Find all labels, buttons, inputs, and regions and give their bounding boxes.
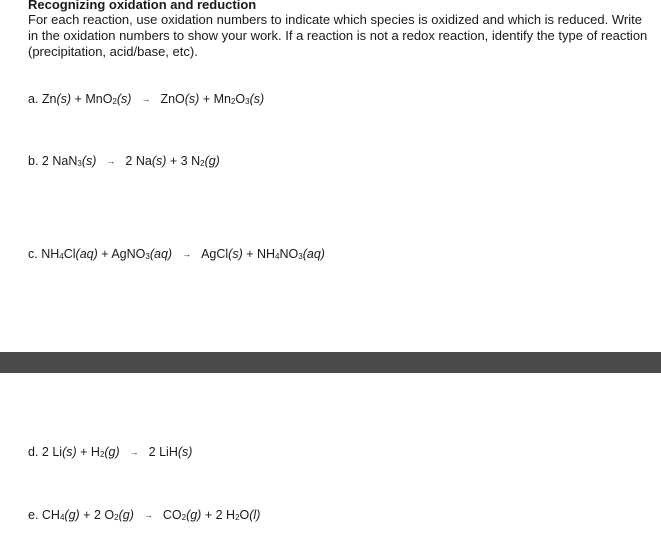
reaction-label: b.: [28, 154, 42, 168]
chemical-species: Zn(s): [41, 92, 72, 106]
chemical-species: $CH_4(g)$: [41, 508, 80, 522]
reaction-e: e. $CH_4(g) + 2$ $O_2(g) \to CO_2(g) + 2$ $H_2O(l)$: [28, 508, 261, 522]
chemical-species: 2 $O_2(g)$: [93, 508, 134, 522]
state-symbol: (g): [186, 508, 202, 522]
state-symbol: (aq): [302, 247, 325, 261]
subscript: 2: [99, 450, 105, 459]
subscript: 2: [230, 97, 236, 106]
chemical-species: AgCl(s): [201, 247, 243, 261]
subscript: 2: [200, 159, 205, 168]
subscript: 4: [59, 252, 64, 261]
reaction-b: b. 2 NaN$_3$(s) → 2 Na(s) + 3 $N_2(g)$: [28, 154, 220, 168]
page-title: Recognizing oxidation and reduction: [28, 0, 257, 12]
reaction-arrow: →: [143, 510, 153, 520]
chemical-species: $H_2(g)$: [90, 445, 120, 459]
chemical-species: 3 $N_2(g)$: [180, 154, 220, 168]
state-symbol: (s): [81, 154, 97, 168]
subscript: 2: [181, 513, 187, 522]
state-symbol: (g): [64, 508, 80, 522]
state-symbol: (s): [151, 154, 167, 168]
state-symbol: (aq): [75, 247, 98, 261]
reaction-a: a. $Zn(s) + MnO_2(s) \to ZnO(s) + Mn_2O_3(s)$: [28, 92, 265, 106]
chemical-species: 2 Na(s): [125, 154, 167, 168]
subscript: 3: [145, 252, 150, 261]
subscript: 4: [275, 252, 280, 261]
reaction-label: c.: [28, 247, 42, 261]
reaction-label: e.: [28, 508, 42, 522]
state-symbol: (g): [118, 508, 134, 522]
reaction-arrow: →: [129, 447, 139, 457]
subscript: 3: [298, 252, 303, 261]
reaction-arrow: →: [182, 249, 192, 259]
subscript: 4: [59, 513, 65, 522]
subscript: 3: [245, 97, 250, 106]
state-symbol: (s): [249, 92, 265, 106]
state-symbol: (s): [62, 445, 77, 459]
state-symbol: (s): [184, 92, 200, 106]
chemical-species: $NH_4NO_3(aq)$: [256, 247, 325, 261]
chemical-species: 2 LiH(s): [148, 445, 193, 459]
subscript: 2: [112, 97, 117, 106]
state-symbol: (g): [104, 445, 120, 459]
reaction-arrow: →: [141, 94, 151, 104]
instructions-text: For each reaction, use oxidation numbers to indicate which species is oxidized and which is reduced. Write in the oxidation numbers to show your work. If a reaction is not a redox reaction, identify the type of reaction (precipitation, acid/base, etc).: [28, 12, 648, 59]
subscript: 2: [235, 513, 240, 522]
chemical-species: ZnO(s): [160, 92, 200, 106]
chemical-species: $NH_4Cl(aq)$: [41, 247, 98, 261]
subscript: 3: [77, 159, 82, 168]
state-symbol: (s): [228, 247, 243, 261]
chemical-species: 2 $H_2O(l)$: [215, 508, 261, 522]
chemical-species: MnO$_2$(s): [85, 92, 132, 106]
reaction-d: d. 2 $Li(s) + H_2(g) \to 2$ LiH(s): [28, 445, 193, 459]
divider-band: [0, 352, 661, 373]
state-symbol: (s): [116, 92, 132, 106]
reaction-c: c. $NH_4Cl(aq)$ + AgNO$_3$(aq) → AgCl(s) + $NH_4NO_3(aq)$: [28, 247, 325, 261]
chemical-species: $CO_2(g)$: [162, 508, 202, 522]
state-symbol: (s): [177, 445, 193, 459]
reaction-arrow: →: [106, 156, 116, 166]
reaction-label: a.: [28, 92, 42, 106]
chemical-species: 2 Li(s): [41, 445, 77, 459]
state-symbol: (l): [249, 508, 261, 522]
chemical-species: AgNO$_3$(aq): [111, 247, 173, 261]
chemical-species: 2 NaN$_3$(s): [41, 154, 97, 168]
subscript: 2: [114, 513, 119, 522]
state-symbol: (g): [204, 154, 220, 168]
chemical-species: $Mn_2O_3(s)$: [213, 92, 265, 106]
state-symbol: (s): [56, 92, 72, 106]
reaction-label: d.: [28, 445, 42, 459]
state-symbol: (aq): [149, 247, 173, 261]
